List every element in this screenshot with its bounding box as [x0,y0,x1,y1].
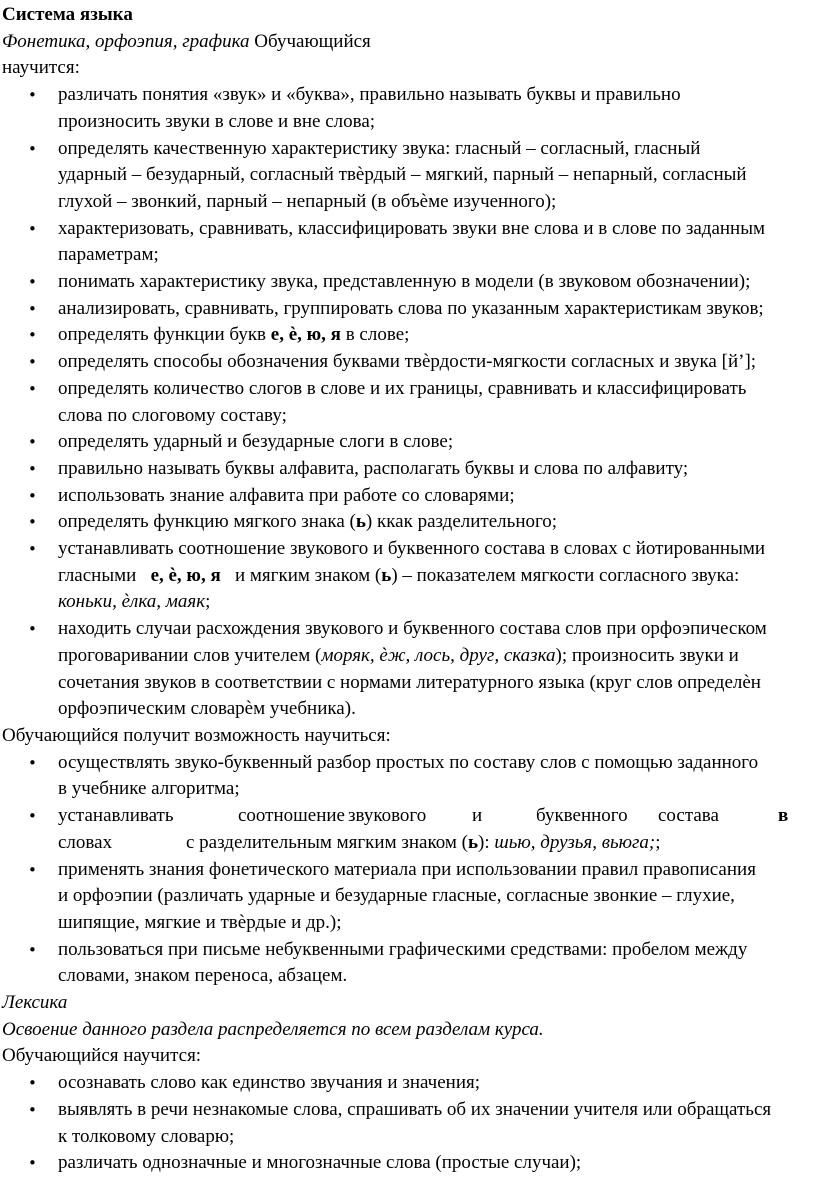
list-item: • устанавливать соотношение звукового и буквенного состава в словах с йотированными гласными е, ѐ, ю, я и мягким знаком (ь) – показателем мягкости согласного звука: коньки, ѐлка, маяк; [2,536,816,616]
phonetics-subheading [2,29,816,56]
list-item: • определять качественную характеристику звука: гласный – согласный, гласный ударный – безударный, согласный твѐрдый – мягкий, парный – непарный, согласный глухой – звонкий, парный – непарный (в объѐме изученного); [2,136,816,216]
list-item: • характеризовать, сравнивать, классифицировать звуки вне слова и в слове по заданным параметрам; [2,216,816,269]
document-page [2,2,816,1177]
list-item: • определять ударный и безударные слоги в слове; [2,429,816,456]
opportunity-label: Обучающийся получит возможность научиться: [2,724,391,746]
lexicon-learn-label: Обучающийся научится: [2,1045,202,1067]
list-item: • определять количество слогов в слове и их границы, сравнивать и классифицировать слова по слоговому составу; [2,376,816,429]
list-item: • анализировать, сравнивать, группировать слова по указанным характеристикам звуков; [2,296,816,323]
list-item: • различать однозначные и многозначные слова (простые случаи); [2,1150,816,1177]
phonetics-list [2,82,816,723]
list-item: • определять способы обозначения буквами твѐрдости-мягкости согласных и звука [й’]; [2,349,816,376]
will-learn-label: научится: [2,57,80,79]
list-item: • понимать характеристику звука, представленную в модели (в звуковом обозначении); [2,269,816,296]
list-item: • находить случаи расхождения звукового и буквенного состава слов при орфоэпическом проговаривании слов учителем (моряк, ѐж, лось, друг, сказка); произносить звуки и сочетания звуков в соответствии с нормами литературного языка (круг слов определѐн орфоэпическим словарѐм учебника). [2,616,816,723]
list-item: • правильно называть буквы алфавита, располагать буквы и слова по алфавиту; [2,456,816,483]
list-item: • различать понятия «звук» и «буква», правильно называть буквы и правильно произносить звуки в слове и вне слова; [2,82,816,135]
list-item: • устанавливать соотношение звукового и буквенного состава в словах с разделительным мягким знаком (ь): шью, друзья, вьюга;; [2,803,816,856]
lexicon-title: Лексика [2,992,68,1014]
lexicon-list [2,1070,816,1177]
list-item: • осознавать слово как единство звучания и значения; [2,1070,816,1097]
learner-label: Обучающийся [254,30,371,52]
section-heading: Система языка [2,4,133,25]
list-item: • определять функции букв е, ѐ, ю, я в слове; [2,322,816,349]
list-item: • осуществлять звуко-буквенный разбор простых по составу слов с помощью заданного в учебнике алгоритма; [2,750,816,803]
list-item: • определять функцию мягкого знака (ь) ккак разделительного; [2,509,816,536]
opportunity-list [2,750,816,990]
lexicon-note: Освоение данного раздела распределяется по всем разделам курса. [2,1018,544,1040]
list-item: • использовать знание алфавита при работе со словарями; [2,483,816,510]
list-item: • пользоваться при письме небуквенными графическими средствами: пробелом между словами, знаком переноса, абзацем. [2,937,816,990]
phonetics-title: Фонетика, орфоэпия, графика [2,30,250,52]
list-item: • применять знания фонетического материала при использовании правил правописания и орфоэпии (различать ударные и безударные гласные, согласные звонкие – глухие, шипящие, мягкие и твѐрдые и др.); [2,857,816,937]
list-item: • выявлять в речи незнакомые слова, спрашивать об их значении учителя или обращаться к толковому словарю; [2,1097,816,1150]
